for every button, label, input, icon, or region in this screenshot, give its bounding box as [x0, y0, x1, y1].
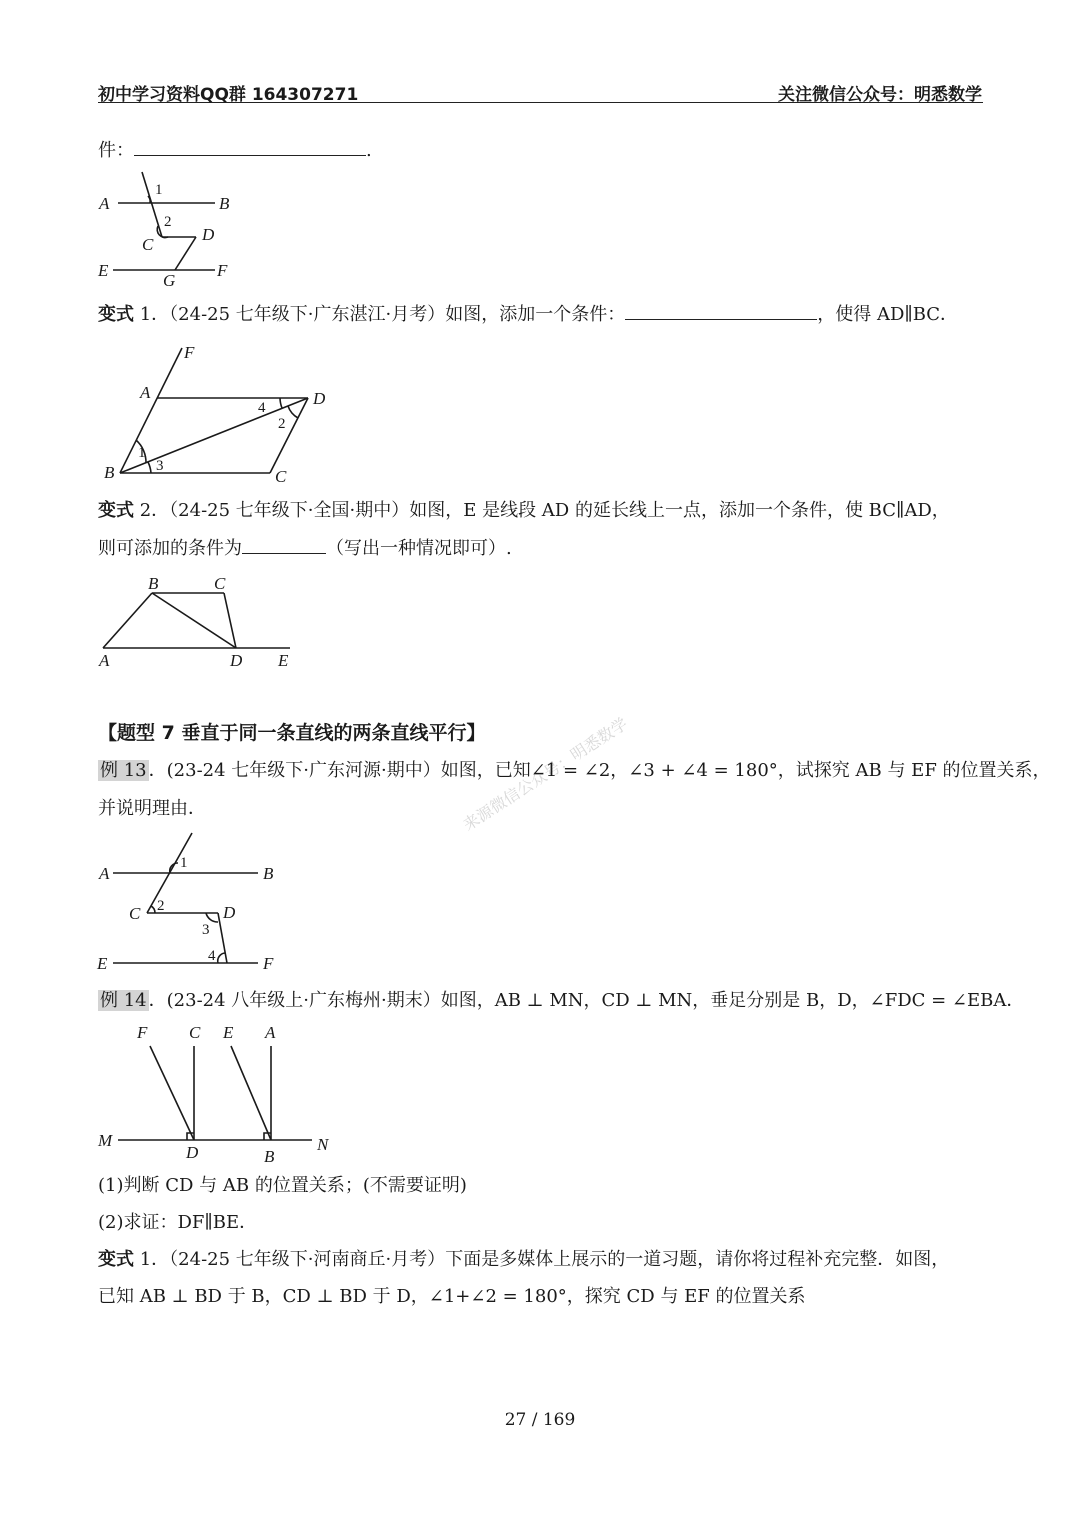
fig2-label: D [313, 389, 326, 408]
example-14-question-2: (2)求证：DF∥BE． [98, 1212, 258, 1233]
fig4-label: 1 [180, 855, 188, 871]
example-tag: 例 13 [100, 760, 147, 781]
fig5-label: M [98, 1131, 113, 1150]
fig5-line-eb [231, 1046, 271, 1140]
variant-3-line-2: 已知 AB ⊥ BD 于 B，CD ⊥ BD 于 D，∠1+∠2 = 180°，探究 CD 与 EF 的位置关系 [98, 1286, 806, 1307]
example-13-line-2: 并说明理由． [98, 798, 206, 819]
fig5-label: B [264, 1147, 275, 1166]
fig4-label: 4 [208, 948, 216, 964]
fig1-label: 2 [164, 214, 172, 230]
header-left: 初中学习资料QQ群 164307271 [98, 85, 359, 105]
fig2-label: 2 [278, 416, 286, 432]
section-title: 【题型 7 垂直于同一条直线的两条直线平行】 [98, 722, 486, 744]
fig4-label: E [97, 954, 108, 973]
variant-2-prefix: 则可添加的条件为 [98, 538, 242, 559]
variant-3-line-1 [98, 1249, 949, 1271]
fig4-label: D [223, 903, 236, 922]
fig1-label: D [202, 225, 215, 244]
header-right: 关注微信公众号：明悉数学 [778, 85, 982, 105]
fig1-label: C [142, 235, 154, 254]
intro-suffix: . [366, 140, 372, 161]
fig4-label: B [263, 864, 274, 883]
fig4-label: C [129, 904, 141, 923]
fig5-label: E [223, 1023, 234, 1042]
watermark: 来源微信公众号：明悉数学 [459, 713, 632, 835]
fig1-label: E [98, 261, 109, 280]
variant-tag: 变式 [98, 304, 134, 325]
fig4-label: 3 [202, 922, 210, 938]
variant-2-suffix: （写出一种情况即可）. [326, 538, 512, 559]
fig3-label: E [278, 651, 289, 670]
intro-prefix: 件： [98, 140, 134, 161]
variant-3-text: 1．（24-25 七年级下·河南商丘·月考）下面是多媒体上展示的一道习题，请你将过程补充完整．如图， [134, 1249, 950, 1270]
variant-tag: 变式 [98, 1249, 134, 1270]
variant-tag: 变式 [98, 500, 134, 521]
fig3-label: B [148, 574, 159, 593]
fig2-label: F [184, 343, 195, 362]
fig2-label: A [140, 383, 151, 402]
fig3-label: D [230, 651, 243, 670]
fig5-label: D [186, 1143, 199, 1162]
fig2-label: 1 [138, 445, 146, 461]
example-13-text: ．(23-24 七年级下·广东河源·期中）如图，已知∠1 = ∠2，∠3 + ∠4 = 180°，试探究 AB 与 EF 的位置关系， [148, 760, 1051, 781]
fig3-label: C [214, 574, 226, 593]
example-14-text: ．(23-24 八年级上·广东梅州·期末）如图，AB ⊥ MN，CD ⊥ MN，垂足分别是 B，D，∠FDC = ∠EBA． [148, 990, 1025, 1011]
fig2-label: C [275, 467, 287, 486]
fig4-label: 2 [157, 898, 165, 914]
fig3-label: A [99, 651, 110, 670]
fig5-label: C [189, 1023, 201, 1042]
fig4-label: A [99, 864, 110, 883]
fig1-label: F [217, 261, 228, 280]
example-tag: 例 14 [100, 990, 147, 1011]
fig5-line-fd [150, 1046, 194, 1140]
fig1-label: 1 [155, 182, 163, 198]
page-number: 27 / 169 [504, 1410, 576, 1430]
example-14-question-1: (1)判断 CD 与 AB 的位置关系；(不需要证明) [98, 1175, 467, 1196]
fig2-label: 3 [156, 458, 164, 474]
fig4-label: F [263, 954, 274, 973]
fig1-label: A [99, 194, 110, 213]
fig5-label: N [317, 1135, 329, 1154]
variant-1-text: 1．（24-25 七年级下·广东湛江·月考）如图，添加一个条件： [134, 304, 626, 325]
fig2-label: 4 [258, 400, 266, 416]
variant-2-text: 2．（24-25 七年级下·全国·期中）如图，E 是线段 AD 的延长线上一点，添加一个条件，使 BC∥AD， [134, 500, 950, 521]
fig1-label: B [219, 194, 230, 213]
fig5-label: F [137, 1023, 148, 1042]
fig1-label: G [163, 271, 176, 290]
fig5-label: A [265, 1023, 276, 1042]
variant-1-after: ，使得 AD∥BC． [817, 304, 959, 325]
fig2-label: B [104, 463, 115, 482]
